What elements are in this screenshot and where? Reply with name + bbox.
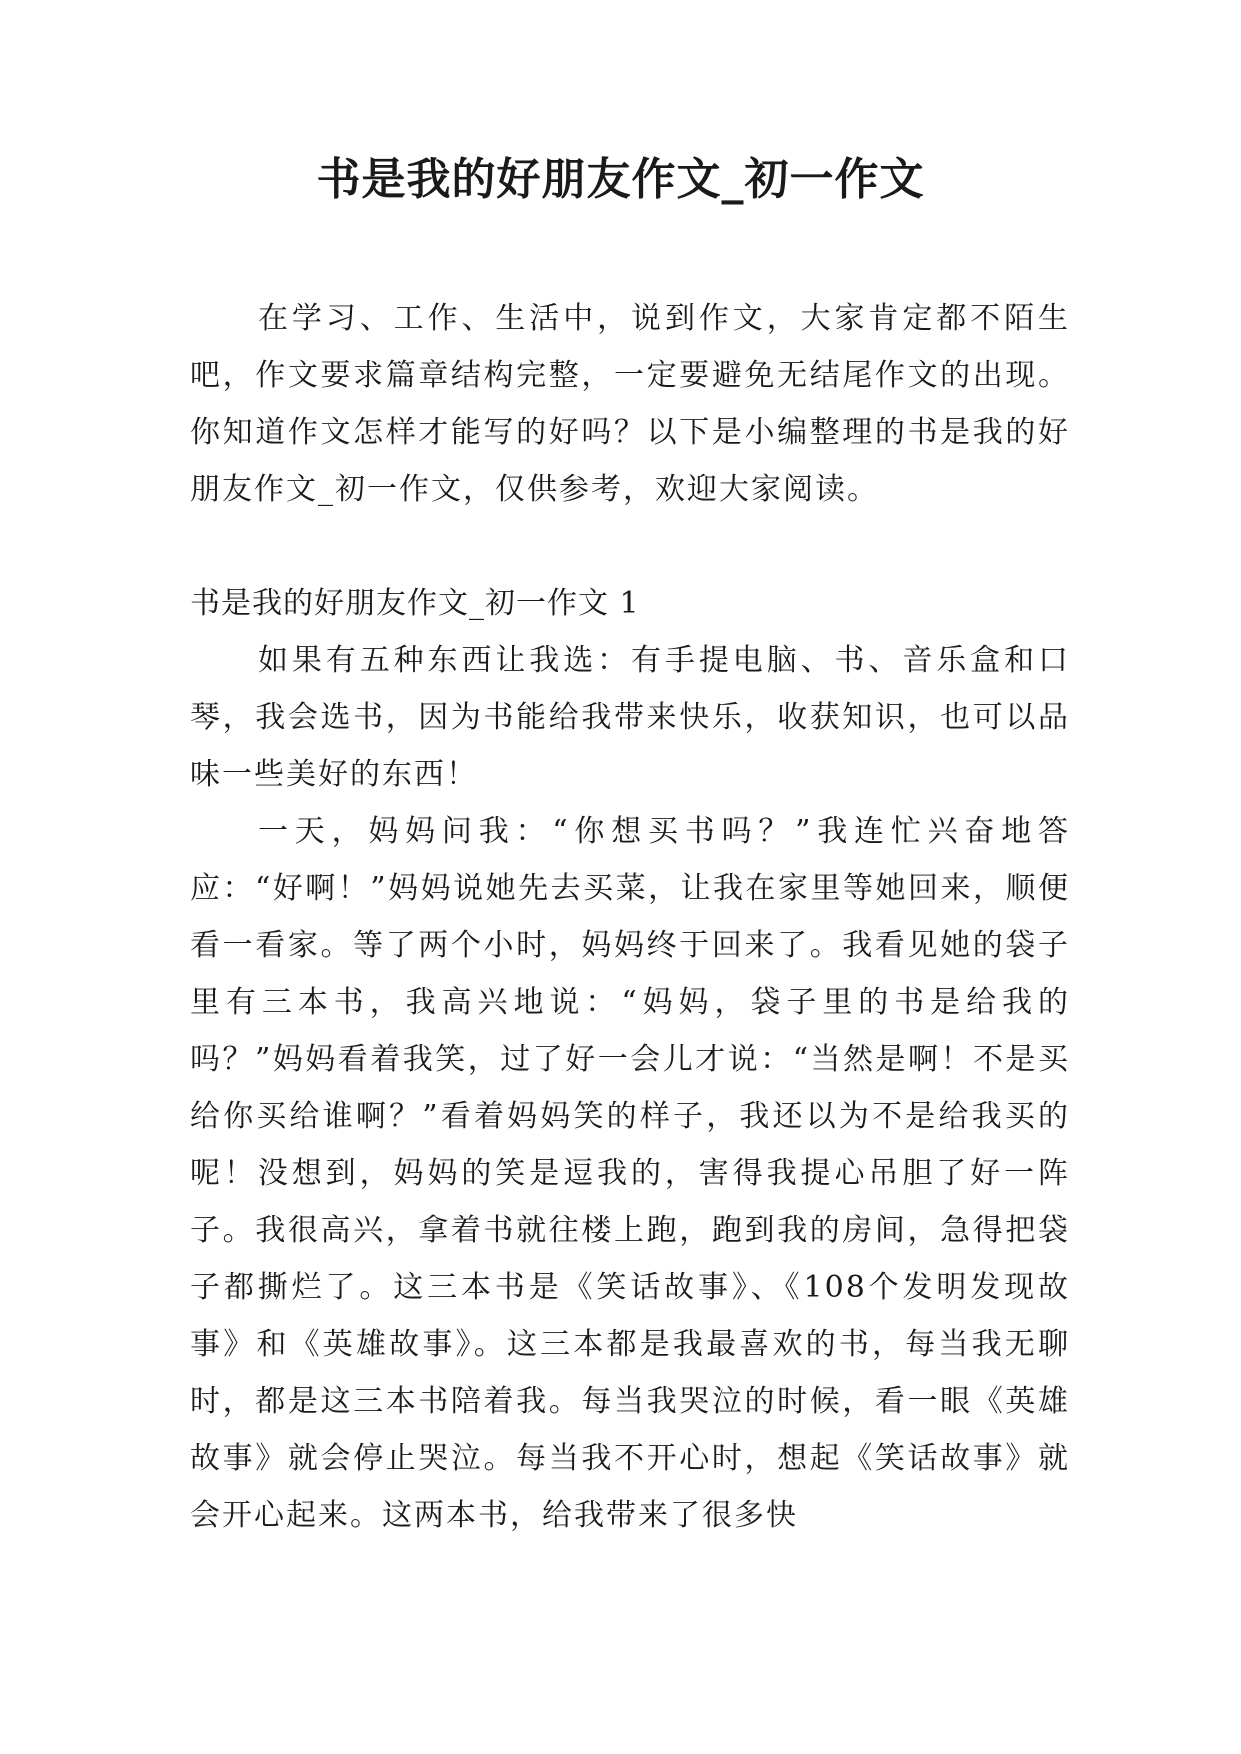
section-1-header [190, 575, 1070, 632]
intro-section [190, 290, 1070, 518]
section-1-heading: 书是我的好朋友作文_初一作文 1 [190, 586, 640, 621]
section-1-body [190, 632, 1070, 1544]
intro-paragraph: 在学习、工作、生活中，说到作文，大家肯定都不陌生吧，作文要求篇章结构完整，一定要避免无结尾作文的出现。你知道作文怎样才能写的好吗？以下是小编整理的书是我的好朋友作文_初一作文，仅供参考，欢迎大家阅读。 [190, 301, 1070, 507]
document-title: 书是我的好朋友作文_初一作文 [316, 154, 925, 205]
section-1-paragraph-2: 一天，妈妈问我：“你想买书吗？”我连忙兴奋地答应：“好啊！”妈妈说她先去买菜，让我在家里等她回来，顺便看一看家。等了两个小时，妈妈终于回来了。我看见她的袋子里有三本书，我高兴地说：“妈妈，袋子里的书是给我的吗？”妈妈看着我笑，过了好一会儿才说：“当然是啊！不是买给你买给谁啊？”看着妈妈笑的样子，我还以为不是给我买的呢！没想到，妈妈的笑是逗我的，害得我提心吊胆了好一阵子。我很高兴，拿着书就往楼上跑，跑到我的房间，急得把袋子都撕烂了。这三本书是《笑话故事》、《108个发明发现故事》和《英雄故事》。这三本都是我最喜欢的书，每当我无聊时，都是这三本书陪着我。每当我哭泣的时候，看一眼《英雄故事》就会停止哭泣。每当我不开心时，想起《笑话故事》就会开心起来。这两本书，给我带来了很多快 [190, 814, 1070, 1533]
section-1-paragraph-1: 如果有五种东西让我选：有手提电脑、书、音乐盒和口琴，我会选书，因为书能给我带来快乐，收获知识，也可以品味一些美好的东西！ [190, 643, 1070, 792]
